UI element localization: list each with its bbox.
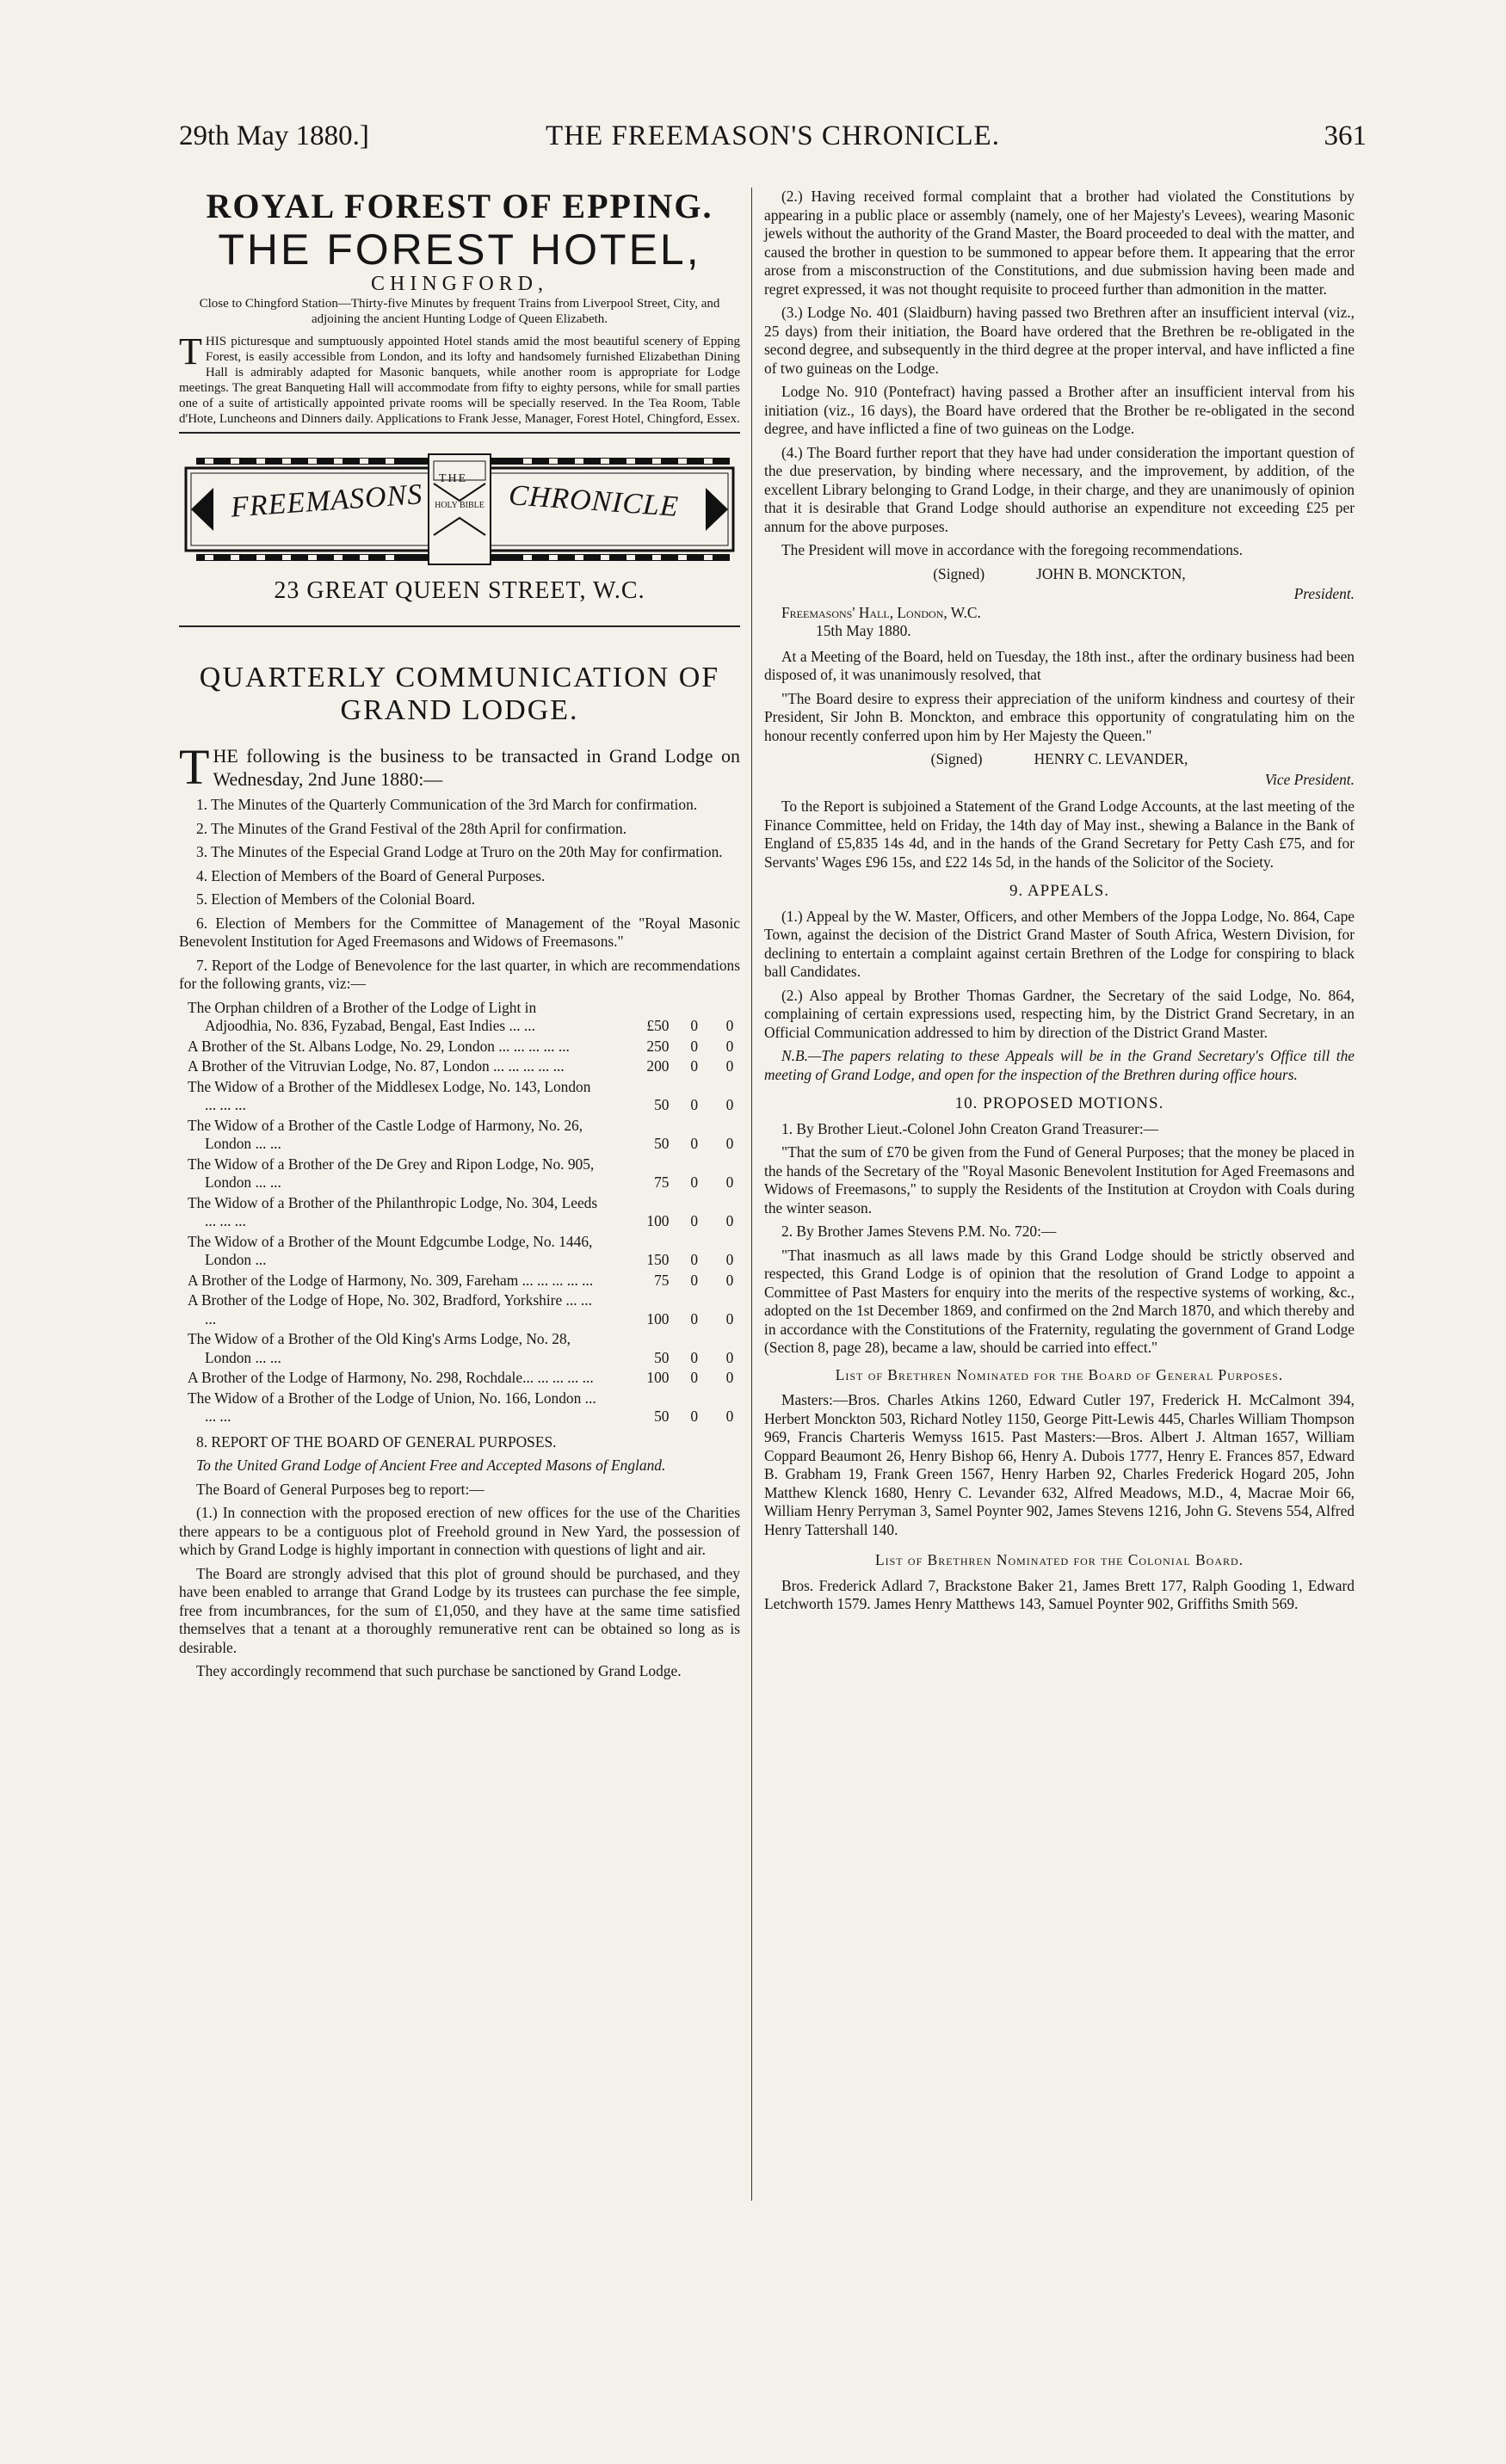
grant-row: The Widow of a Brother of the Mount Edgcumbe Lodge, No. 1446, London ... 150 0 0	[188, 1232, 734, 1268]
business-item: 4. Election of Members of the Board of General Purposes.	[196, 866, 546, 884]
business-item: 6. Election of Members for the Committee of Management of the "Royal Masonic Benevolent Institution for Aged Freemasons and Widows of Freemasons."	[179, 914, 740, 950]
grant-row: The Widow of a Brother of the Castle Lodge of Harmony, No. 26, London ... ... 50 0 0	[188, 1116, 734, 1152]
report-paragraph: (4.) The Board further report that they have had under consideration the important question of the due preservation, by binding where necessary, and the improvement, by addition, of the excellent Library belonging to Grand Lodge, in their charge, and they are unanimously of opinion that it is desirable that Grand Lodge should authorise an expenditure not exceeding £25 per annum for the above purposes.	[764, 443, 1355, 535]
grant-row: A Brother of the Lodge of Harmony, No. 309, Fareham ... ... ... ... ... 75 0 0	[188, 1271, 734, 1289]
divider	[179, 625, 740, 627]
logo-word-left: FREEMASONS	[229, 477, 424, 524]
nominations-heading: List of Brethren Nominated for the Board of General Purposes.	[835, 1365, 1284, 1383]
business-item-8: 8. REPORT OF THE BOARD OF GENERAL PURPOSES.	[196, 1432, 557, 1451]
business-item: 3. The Minutes of the Especial Grand Lodge at Truro on the 20th May for confirmation.	[196, 843, 723, 860]
report-paragraph: (3.) Lodge No. 401 (Slaidburn) having passed two Brethren after an insufficient interval (viz., 25 days) from their initiation, the Board have ordered that the Brethren be re-obligated in the second degree, and subsequently in the third degree at the proper interval, and have inflicted a fine of two guineas on the Lodge.	[764, 304, 1355, 377]
report-paragraph: The President will move in accordance with the foregoing recommendations.	[781, 541, 1244, 558]
appeals-note: N.B.—The papers relating to these Appeals will be in the Grand Secretary's Office till the meeting of Grand Lodge, and open for the inspection of the Brethren during office hours.	[764, 1047, 1355, 1083]
signature-block: (Signed) JOHN B. MONCKTON,	[933, 564, 1186, 582]
business-item: 7. Report of the Lodge of Benevolence for the last quarter, in which are recommendations for the following grants, viz:—	[179, 956, 740, 992]
hotel-advertisement	[179, 188, 740, 427]
ad-location: Close to Chingford Station—Thirty-five Minutes by frequent Trains from Liverpool Street, City, and adjoining the ancient Hunting Lodge of Queen Elizabeth.	[199, 296, 720, 326]
ad-place: CHINGFORD,	[370, 273, 548, 295]
report-intro: The Board of General Purposes beg to report:—	[196, 1480, 485, 1498]
office-address: 23 GREAT QUEEN STREET, W.C.	[274, 576, 645, 604]
column-rule	[751, 188, 752, 2201]
grant-row: A Brother of the Lodge of Hope, No. 302, Bradford, Yorkshire ... ... ... 100 0 0	[188, 1291, 734, 1327]
business-item: 5. Election of Members of the Colonial Board.	[196, 890, 476, 908]
appeal-paragraph: (1.) Appeal by the W. Master, Officers, and other Members of the Joppa Lodge, No. 864, Cape Town, against the decision of the District Grand Master of South Africa, Western Division, for declining to entertain a complaint against certain Brethren of the Lodge for conspiring to black ball Candidates.	[764, 907, 1355, 980]
business-item: 2. The Minutes of the Grand Festival of the 28th April for confirmation.	[196, 819, 627, 837]
signatory-title: President.	[1293, 585, 1355, 602]
report-paragraph: The Board are strongly advised that this plot of ground should be purchased, and they have been enabled to arrange that Grand Lodge by its trustees can purchase the fee simple, free from incumbrances, for the sum of £1,050, and they have at the same time satisfied themselves that a tenant at a thoroughly remunerative rent can be obtained so long as is desirable.	[179, 1564, 740, 1656]
grant-row: The Widow of a Brother of the De Grey and Ripon Lodge, No. 905, London ... ... 75 0 0	[188, 1155, 734, 1191]
grant-row: The Widow of a Brother of the Lodge of Union, No. 166, London ... ... ... 50 0 0	[188, 1389, 734, 1425]
running-header	[179, 120, 1367, 155]
motion-text: "That inasmuch as all laws made by this Grand Lodge should be strictly observed and respected, this Grand Lodge is of opinion that the resolution of Grand Lodge to appoint a Committee of Past Masters for enquiry into the merits of the respective systems of working, &c., adopted on the 1st December 1869, and confirmed on the 2nd March 1870, and which thereby and in accordance with the Constitutions of the Fraternity, regulating the government of Grand Lodge (Section 8, page 28), became a law, should be carried into effect."	[764, 1246, 1355, 1356]
page-number: 361	[1324, 120, 1367, 151]
appeal-paragraph: (2.) Also appeal by Brother Thomas Gardner, the Secretary of the said Lodge, No. 864, complaining of certain expressions used, respecting him, by the District Grand Secretary, in an Official Communication addressed to him by direction of the District Grand Master.	[764, 986, 1355, 1041]
section-heading-motions: 10. PROPOSED MOTIONS.	[954, 1094, 1164, 1112]
motion-heading: 1. By Brother Lieut.-Colonel John Creaton Grand Treasurer:—	[781, 1119, 1159, 1137]
accounts-statement: To the Report is subjoined a Statement of the Grand Lodge Accounts, at the last meeting of the Finance Committee, held on Friday, the 14th day of May inst., shewing a Balance in the Bank of England of £5,835 14s 4d, and in the hands of the Grand Secretary for Petty Cash £75, and for Servants' Wages £96 15s, and £22 14s 5d, in the hands of the Solicitor of the Society.	[764, 798, 1355, 871]
divider	[179, 432, 740, 434]
section-title-quarterly: QUARTERLY COMMUNICATION OF GRAND LODGE.	[199, 662, 720, 726]
ad-hotel-name: THE FOREST HOTEL,	[218, 225, 701, 274]
grant-row: A Brother of the St. Albans Lodge, No. 29, London ... ... ... ... ... 250 0 0	[188, 1037, 734, 1055]
report-paragraph: (1.) In connection with the proposed erection of new offices for the use of the Charities there appears to be a contiguous plot of Freehold ground in New Yard, the possession of which by Grand Lodge is highly important in connection with questions of light and air.	[179, 1504, 740, 1558]
motion-heading: 2. By Brother James Stevens P.M. No. 720:—	[781, 1223, 1057, 1240]
logo-bible: HOLY BIBLE	[435, 500, 485, 510]
colonial-heading: List of Brethren Nominated for the Colonial Board.	[874, 1551, 1244, 1568]
right-column	[764, 188, 1355, 1619]
header-title: THE FREEMASON'S CHRONICLE.	[546, 120, 1000, 151]
signed-date: 15th May 1880.	[816, 622, 911, 639]
qc-dropcap: T	[179, 739, 210, 795]
grant-row: The Widow of a Brother of the Philanthropic Lodge, No. 304, Leeds ... ... ... 100 0 0	[188, 1193, 734, 1229]
nominations-list: Masters:—Bros. Charles Atkins 1260, Edward Cutler 197, Frederick H. McCalmont 394, Herbert Monckton 503, Richard Notley 1150, George Pitt-Lewis 445, Charles William Thompson 969, Francis Charteris Wemyss 1615. Past Masters:—Bros. Albert J. Altman 1657, William Coppard Beaumont 26, Henry Bishop 66, Henry A. Dubois 1777, Henry E. Frances 857, Edward B. Grabham 19, Frank Green 1567, Henry Harben 92, Charles Frederick Hogard 205, John Matthew Klenck 1680, Henry C. Levander 632, Alfred Meadows, M.D., 4, Macrae Moir 66, William Henry Perryman 3, Samel Poynter 902, James Stevens 1216, John G. Stevens 554, Alfred Henry Tattershall 140.	[764, 1391, 1355, 1538]
logo-the: THE	[439, 471, 468, 485]
grants-list	[179, 999, 740, 1426]
grant-row: A Brother of the Vitruvian Lodge, No. 87, London ... ... ... ... ... 200 0 0	[188, 1057, 734, 1075]
qc-intro: THE following is the business to be transacted in Grand Lodge on Wednesday, 2nd June 1880:—	[179, 739, 740, 795]
section-heading-appeals: 9. APPEALS.	[1009, 882, 1110, 900]
grant-row: The Widow of a Brother of the Old King's Arms Lodge, No. 28, London ... ... 50 0 0	[188, 1330, 734, 1366]
header-date: 29th May 1880.]	[179, 120, 369, 151]
grant-row: A Brother of the Lodge of Harmony, No. 298, Rochdale... ... ... ... ... 100 0 0	[188, 1369, 734, 1386]
colonial-list: Bros. Frederick Adlard 7, Brackstone Baker 21, James Brett 177, Ralph Gooding 1, Edward Letchworth 1579. James Henry Matthews 143, Samuel Poynter 902, Griffiths Smith 569.	[764, 1576, 1355, 1612]
business-item: 1. The Minutes of the Quarterly Communication of the 3rd March for confirmation.	[196, 796, 698, 813]
grant-row: The Orphan children of a Brother of the Lodge of Light in Adjoodhia, No. 836, Fyzabad, Bengal, East Indies ... ... £50 0 0	[188, 998, 734, 1034]
ad-dropcap: T	[179, 330, 202, 373]
grant-row: The Widow of a Brother of the Middlesex Lodge, No. 143, London ... ... ... 50 0 0	[188, 1077, 734, 1113]
left-column	[179, 188, 740, 1686]
signature-block: (Signed) HENRY C. LEVANDER,	[930, 750, 1188, 767]
report-paragraph: (2.) Having received formal complaint that a brother had violated the Constitutions by appearing in a public place or assembly (namely, one of her Majesty's Levees), wearing Masonic jewels without the authority of the Grand Master, the Board proceeded to deal with the matter, and caused the brother in question to be summoned to appear before them. It appearing that the error arose from a misconstruction of the Constitutions, and due submission having been made and regret expressed, it was not thought requisite to proceed further than admonition in the matter.	[764, 188, 1355, 298]
meeting-paragraph: At a Meeting of the Board, held on Tuesday, the 18th inst., after the ordinary business had been disposed of, it was unanimously resolved, that	[764, 647, 1355, 683]
ad-body: THIS picturesque and sumptuously appointed Hotel stands amid the most beautiful scenery of Epping Forest, is easily accessible from London, and its lofty and handsomely furnished Elizabethan Dining Hall is admirably adapted for Masonic banquets, while another room is appropriate for Lodge meetings. The great Banqueting Hall will accommodate from fifty to eighty persons, while for small parties one of a suite of artistically appointed private rooms will be specially reserved. In the Tea Room, Table d'Hote, Luncheons and Dinners daily. Applications to Frank Jesse, Manager, Forest Hotel, Chingford, Essex.	[179, 330, 740, 426]
ad-title: ROYAL FOREST OF EPPING.	[206, 187, 713, 225]
signed-place: Freemasons' Hall, London, W.C.	[781, 603, 981, 621]
masthead-logo	[179, 449, 740, 570]
signatory-title: Vice President.	[1264, 770, 1355, 788]
report-paragraph: They accordingly recommend that such purchase be sanctioned by Grand Lodge.	[196, 1662, 682, 1679]
resolution-quote: "The Board desire to express their appreciation of the uniform kindness and courtesy of their President, Sir John B. Monckton, and embrace this opportunity of congratulating him on the honour recently conferred upon him by Her Majesty the Queen."	[764, 689, 1355, 744]
logo-word-right: CHRONICLE	[507, 478, 681, 523]
report-paragraph: Lodge No. 910 (Pontefract) having passed a Brother after an insufficient interval from his initiation (viz., 16 days), the Board have ordered that the Brother be re-obligated in the second degree, and have inflicted a fine of two guineas on the Lodge.	[764, 383, 1355, 437]
report-address: To the United Grand Lodge of Ancient Free and Accepted Masons of England.	[196, 1457, 666, 1474]
motion-text: "That the sum of £70 be given from the Fund of General Purposes; that the money be placed in the hands of the Secretary of the "Royal Masonic Benevolent Institution for Aged Freemasons and Widows of Freemasons," to supply the Residents of the Institution at Croydon with Coals during the winter season.	[764, 1143, 1355, 1217]
